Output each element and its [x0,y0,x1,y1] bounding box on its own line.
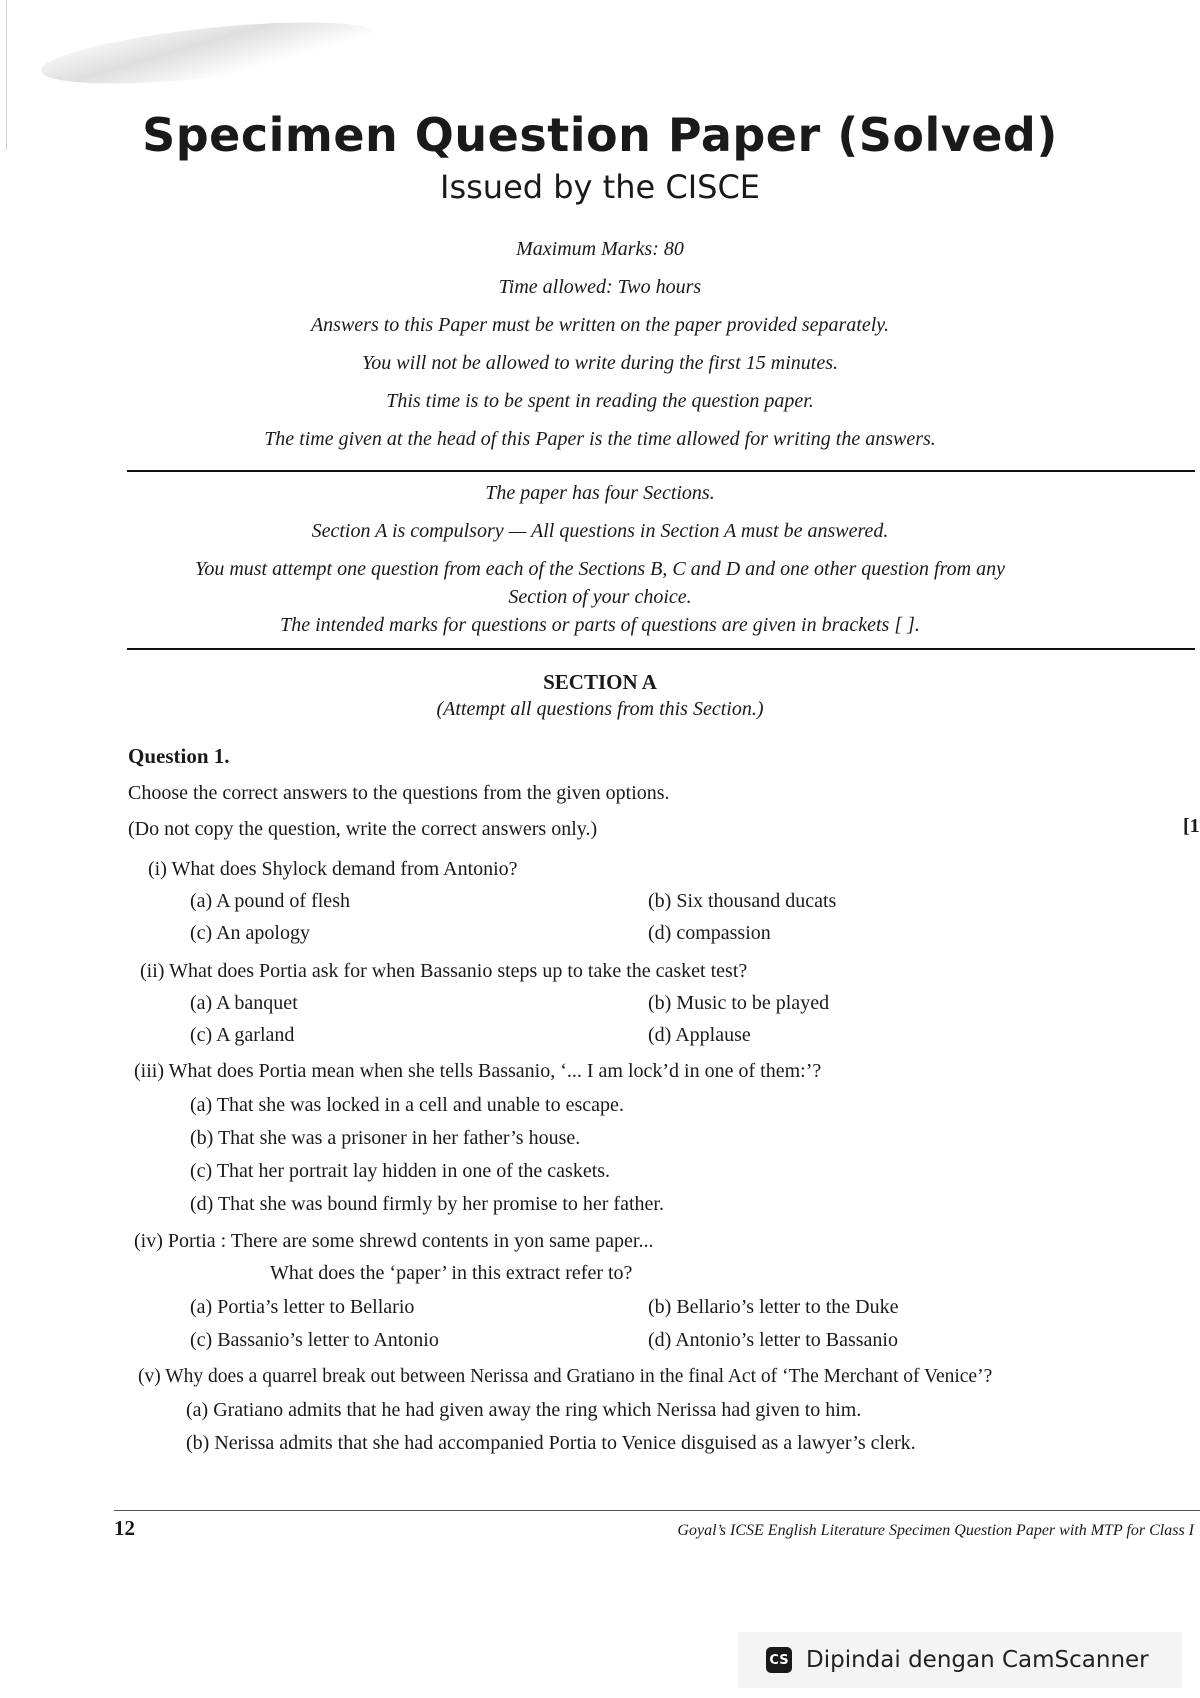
instruction-reading-time: You will not be allowed to write during the first 15 minutes. [362,352,838,374]
section-a-heading: SECTION A [543,670,657,694]
option-iii-b: (b) That she was a prisoner in her father’s house. [190,1127,581,1149]
option-v-a: (a) Gratiano admits that he had given away the ring which Nerissa had given to him. [186,1399,862,1421]
question-1-title: Question 1. [128,744,230,768]
option-i-b: (b) Six thousand ducats [648,890,837,912]
instruction-time-given: The time given at the head of this Paper is the time allowed for writing the answers. [264,428,936,450]
footer-book-title: Goyal’s ICSE English Literature Specimen Question Paper with MTP for Class I [677,1522,1194,1539]
page-title: Specimen Question Paper (Solved) [142,108,1058,162]
question-iii: (iii) What does Portia mean when she tells Bassanio, ‘... I am lock’d in one of them:’? [134,1060,822,1082]
section-a-subheading: (Attempt all questions from this Section.) [436,698,764,720]
question-1-intro: Choose the correct answers to the questions from the given options. [128,782,670,804]
option-ii-c: (c) A garland [190,1024,295,1046]
option-iv-a: (a) Portia’s letter to Bellario [190,1296,415,1318]
option-iii-c: (c) That her portrait lay hidden in one of the caskets. [190,1160,611,1182]
divider-top [127,470,1195,472]
instruction-time: Time allowed: Two hours [498,276,702,298]
question-i: (i) What does Shylock demand from Antonio? [148,858,518,880]
instruction-answers: Answers to this Paper must be written on the paper provided separately. [310,314,890,336]
camscanner-watermark [738,1632,1182,1688]
footer-rule [114,1510,1200,1511]
option-ii-d: (d) Applause [648,1024,751,1046]
option-i-c: (c) An apology [190,922,310,944]
page-subtitle: Issued by the CISCE [440,168,760,206]
option-i-a: (a) A pound of flesh [190,890,350,912]
option-v-b: (b) Nerissa admits that she had accompanied Portia to Venice disguised as a lawyer’s clerk. [186,1432,916,1454]
section-info-compulsory: Section A is compulsory — All questions in Section A must be answered. [311,520,889,542]
section-info-attempt: You must attempt one question from each of the Sections B, C and D and one other question from any [195,558,1005,580]
question-iv-prompt: What does the ‘paper’ in this extract refer to? [270,1262,633,1284]
question-1-instruction: (Do not copy the question, write the correct answers only.) [128,818,598,840]
section-info-marks: The intended marks for questions or parts of questions are given in brackets [ ]. [280,614,920,636]
instruction-max-marks: Maximum Marks: 80 [516,238,684,260]
question-iv: (iv) Portia : There are some shrewd contents in yon same paper... [134,1230,654,1252]
instruction-reading: This time is to be spent in reading the question paper. [386,390,814,412]
option-iii-d: (d) That she was bound firmly by her promise to her father. [190,1193,664,1215]
camscanner-icon: CS [766,1647,792,1673]
section-info-count: The paper has four Sections. [485,482,715,504]
page-number: 12 [114,1516,135,1540]
question-v: (v) Why does a quarrel break out between Nerissa and Gratiano in the final Act of ‘The Merchant of Venice’? [138,1366,993,1387]
option-i-d: (d) compassion [648,922,771,944]
question-ii: (ii) What does Portia ask for when Bassanio steps up to take the casket test? [140,960,748,982]
scan-smudge [38,10,381,95]
option-iv-c: (c) Bassanio’s letter to Antonio [190,1329,439,1351]
marks-bracket: [1 [1183,815,1200,837]
section-info-choice: Section of your choice. [508,586,692,608]
divider-bottom [127,648,1195,650]
option-ii-b: (b) Music to be played [648,992,830,1014]
option-iii-a: (a) That she was locked in a cell and unable to escape. [190,1094,624,1116]
option-ii-a: (a) A banquet [190,992,298,1014]
camscanner-label: Dipindai dengan CamScanner [806,1647,1149,1673]
option-iv-d: (d) Antonio’s letter to Bassanio [648,1329,898,1351]
option-iv-b: (b) Bellario’s letter to the Duke [648,1296,899,1318]
